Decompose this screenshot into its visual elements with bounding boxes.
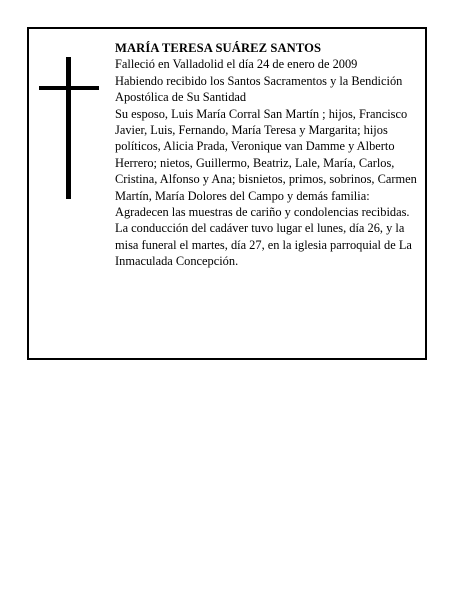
cross-vertical-bar — [66, 57, 71, 199]
cross-horizontal-bar — [39, 86, 99, 90]
obituary-text — [115, 40, 425, 270]
sacraments-text: Habiendo recibido los Santos Sacramentos y la Bendición Apostólica de Su Santidad — [115, 73, 403, 105]
latin-cross-icon — [39, 57, 99, 199]
family-list: Su esposo, Luis María Corral San Martín ; hijos, Francisco Javier, Luis, Fernando, María Teresa y Margarita; hijos políticos, Alicia Prada, Veronique van Damme y Alberto Herrero; nietos, Guillermo, Beatriz, Lale, María, Carlos, Cristina, Alfonso y Ana; bisnietos, primos, sobrinos, Carmen Martín, María Dolores del Campo y demás familia: — [115, 106, 417, 203]
deceased-name: MARÍA TERESA SUÁREZ SANTOS — [115, 41, 322, 55]
thanks-text: Agradecen las muestras de cariño y condolencias recibidas. — [115, 205, 410, 220]
death-info: Falleció en Valladolid el día 24 de enero de 2009 — [115, 57, 358, 72]
funeral-info: La conducción del cadáver tuvo lugar el lunes, día 26, y la misa funeral el martes, día 27, en la iglesia parroquial de La Inmaculada Concepción. — [115, 221, 412, 269]
obituary-notice — [27, 27, 427, 360]
